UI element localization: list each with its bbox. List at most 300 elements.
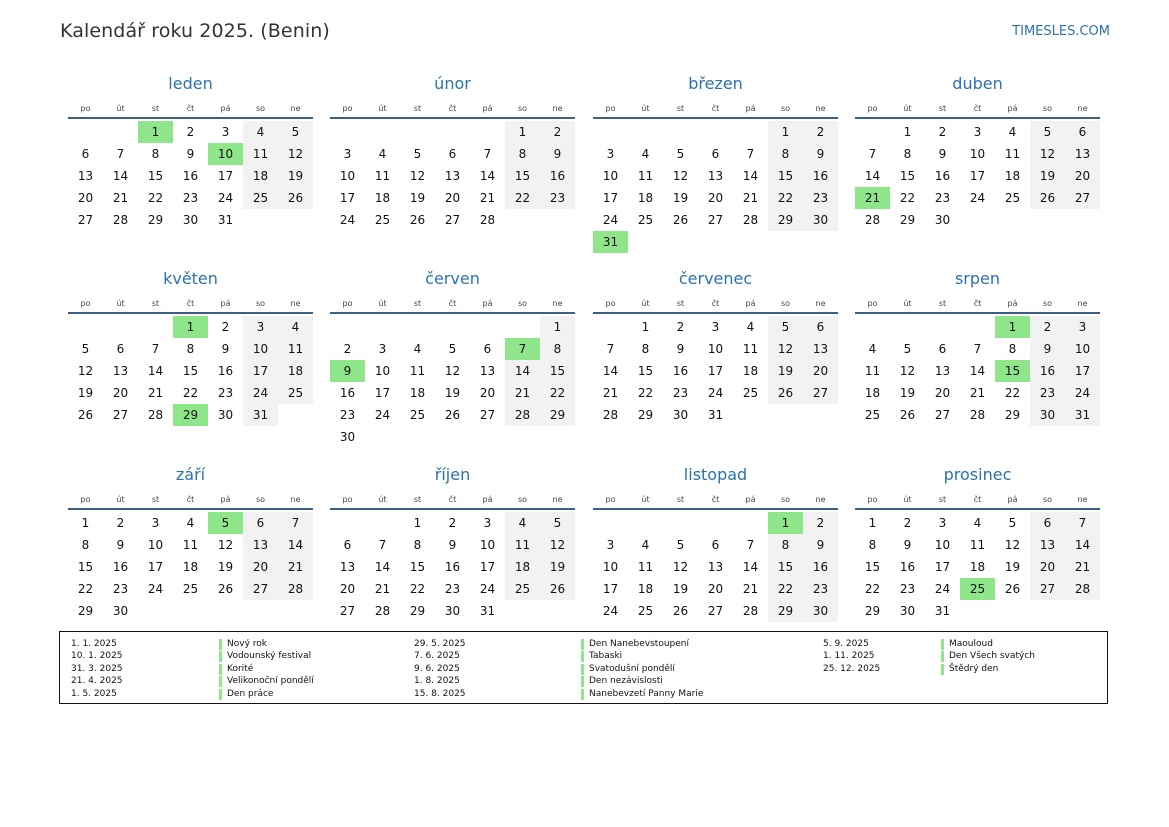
weekday-label: st [676,104,685,113]
day-cell: 3 [606,147,615,161]
day-cell: 26 [899,408,916,422]
weekday-header [330,299,575,311]
day-cell: 19 [899,386,916,400]
day-cell: 6 [711,147,720,161]
legend-marker [941,664,944,675]
day-cell: 12 [278,143,313,165]
day-cell: 28 [112,213,129,227]
day-cell: 3 [606,538,615,552]
day-cell: 4 [505,512,540,534]
day-cell: 18 [505,556,540,578]
month-únor [330,74,575,254]
day-cell: 19 [1004,560,1021,574]
day-cell: 23 [444,582,461,596]
legend-date: 7. 6. 2025 [414,651,460,662]
day-cell: 17 [1065,360,1100,382]
day-cell: 19 [278,165,313,187]
day-cell: 30 [803,600,838,622]
weekday-header [330,104,575,116]
day-cell: 22 [1004,386,1021,400]
weekday-label: po [342,299,353,308]
day-cell: 29 [1004,408,1021,422]
day-cell: 24 [339,213,356,227]
day-cell: 23 [803,578,838,600]
day-cell: 28 [742,213,759,227]
day-cell: 19 [444,386,461,400]
day-cell: 22 [409,582,426,596]
weekday-header [855,104,1100,116]
weekday-label: pá [1007,104,1018,113]
day-cell: 22 [505,187,540,209]
day-cell: 16 [217,364,234,378]
day-cell: 20 [339,582,356,596]
day-cell: 14 [742,169,759,183]
day-cell: 11 [1004,147,1021,161]
day-cell: 22 [77,582,94,596]
day-cell: 5 [676,538,685,552]
weekday-label: po [80,299,91,308]
holiday-cell: 21 [855,187,890,209]
weekday-label: so [780,299,791,308]
day-cell: 3 [973,125,982,139]
day-cell: 24 [479,582,496,596]
day-cell: 15 [182,364,199,378]
brand-link[interactable]: TIMESLES.COM [1012,24,1110,39]
legend-date: 10. 1. 2025 [71,651,123,662]
day-cell: 6 [343,538,352,552]
day-cell: 5 [278,121,313,143]
day-cell: 23 [540,187,575,209]
day-cell: 23 [803,187,838,209]
day-cell: 31 [217,213,234,227]
day-cell: 12 [409,169,426,183]
day-cell: 10 [707,342,724,356]
day-cell: 9 [221,342,230,356]
day-cell: 28 [505,404,540,426]
month-srpen [855,269,1100,449]
day-cell: 8 [413,538,422,552]
day-cell: 27 [707,213,724,227]
month-name: únor [434,74,471,93]
weekday-label: pá [745,299,756,308]
day-cell: 14 [147,364,164,378]
day-cell: 16 [672,364,689,378]
day-cell: 15 [637,364,654,378]
weekday-label: čt [186,104,195,113]
day-cell: 6 [116,342,125,356]
day-cell: 20 [1030,556,1065,578]
day-cell: 15 [147,169,164,183]
weekday-label: st [938,299,947,308]
weekday-label: so [1042,104,1053,113]
weekday-label: so [780,104,791,113]
day-cell: 20 [243,556,278,578]
day-cell: 13 [707,560,724,574]
day-cell: 21 [602,386,619,400]
weekday-label: po [605,104,616,113]
day-cell: 20 [934,386,951,400]
day-cell: 23 [339,408,356,422]
weekday-label: pá [482,495,493,504]
day-cell: 21 [374,582,391,596]
legend-date: 1. 8. 2025 [414,676,460,687]
legend-holiday-name: Vodounský festival [227,651,312,662]
day-cell: 1 [540,316,575,338]
weekday-label: st [151,299,160,308]
day-cell: 21 [147,386,164,400]
day-cell: 3 [483,516,492,530]
header-rule [68,117,313,119]
weekday-label: so [517,104,528,113]
day-cell: 30 [1030,404,1065,426]
day-cell: 20 [479,386,496,400]
day-cell: 17 [602,191,619,205]
day-cell: 30 [803,209,838,231]
day-cell: 8 [768,143,803,165]
legend-date: 5. 9. 2025 [823,639,869,649]
day-cell: 12 [672,169,689,183]
day-cell: 10 [934,538,951,552]
legend-date: 1. 11. 2025 [823,651,875,662]
weekday-label: so [517,299,528,308]
month-name: říjen [434,465,471,484]
day-cell: 9 [116,538,125,552]
day-cell: 26 [77,408,94,422]
day-cell: 6 [803,316,838,338]
day-cell: 5 [1008,516,1017,530]
header-rule [593,508,838,510]
day-cell: 19 [672,191,689,205]
day-cell: 11 [637,169,654,183]
weekday-label: so [1042,495,1053,504]
weekday-label: po [80,495,91,504]
holiday-cell: 1 [173,316,208,338]
day-cell: 24 [707,386,724,400]
legend-marker [581,639,584,650]
weekday-label: čt [973,299,982,308]
weekday-label: so [1042,299,1053,308]
day-cell: 11 [278,338,313,360]
day-cell: 20 [112,386,129,400]
day-cell: 2 [1030,316,1065,338]
day-cell: 24 [217,191,234,205]
day-cell: 15 [768,556,803,578]
legend-marker [941,639,944,650]
day-cell: 21 [112,191,129,205]
weekday-header [855,495,1100,507]
day-cell: 21 [479,191,496,205]
weekday-label: út [903,104,912,113]
day-cell: 3 [378,342,387,356]
day-cell: 16 [803,556,838,578]
weekday-label: st [413,299,422,308]
day-cell: 12 [1004,538,1021,552]
day-cell: 26 [672,213,689,227]
day-cell: 16 [934,169,951,183]
day-cell: 14 [864,169,881,183]
day-cell: 24 [374,408,391,422]
legend-holiday-name: Korité [227,663,254,674]
legend-marker [581,651,584,662]
day-cell: 14 [1065,534,1100,556]
day-cell: 15 [505,165,540,187]
day-cell: 16 [112,560,129,574]
legend-marker [219,664,222,675]
day-cell: 21 [1065,556,1100,578]
legend-holiday-name: Den nezávislosti [589,676,663,687]
day-cell: 9 [938,147,947,161]
day-cell: 5 [448,342,457,356]
day-cell: 18 [1004,169,1021,183]
day-cell: 9 [448,538,457,552]
day-cell: 6 [711,538,720,552]
day-cell: 26 [768,382,803,404]
day-cell: 28 [864,213,881,227]
weekday-label: po [342,495,353,504]
legend-holiday-name: Svatodušní pondělí [589,663,675,674]
day-cell: 27 [707,604,724,618]
legend-date: 31. 3. 2025 [71,663,123,674]
day-cell: 7 [746,147,755,161]
day-cell: 22 [899,191,916,205]
weekday-label: pá [220,495,231,504]
weekday-label: pá [745,104,756,113]
weekday-label: út [378,495,387,504]
day-cell: 28 [1065,578,1100,600]
day-cell: 21 [505,382,540,404]
weekday-label: čt [711,299,720,308]
day-cell: 28 [969,408,986,422]
day-cell: 2 [803,512,838,534]
weekday-label: so [517,495,528,504]
weekday-label: st [938,495,947,504]
day-cell: 26 [409,213,426,227]
day-cell: 28 [602,408,619,422]
day-cell: 27 [243,578,278,600]
day-cell: 10 [243,338,278,360]
day-cell: 9 [186,147,195,161]
day-cell: 7 [868,147,877,161]
day-cell: 1 [868,516,877,530]
holiday-cell: 5 [208,512,243,534]
day-cell: 9 [676,342,685,356]
holiday-cell: 1 [768,512,803,534]
day-cell: 25 [243,187,278,209]
day-cell: 31 [707,408,724,422]
day-cell: 27 [112,408,129,422]
day-cell: 15 [864,560,881,574]
header-rule [855,508,1100,510]
day-cell: 23 [934,191,951,205]
day-cell: 2 [676,320,685,334]
day-cell: 10 [1065,338,1100,360]
day-cell: 5 [903,342,912,356]
day-cell: 10 [602,169,619,183]
day-cell: 14 [374,560,391,574]
day-cell: 11 [243,143,278,165]
day-cell: 6 [1065,121,1100,143]
day-cell: 5 [413,147,422,161]
day-cell: 26 [672,604,689,618]
month-listopad [593,465,838,645]
day-cell: 16 [1030,360,1065,382]
day-cell: 28 [742,604,759,618]
day-cell: 23 [672,386,689,400]
weekday-label: út [378,104,387,113]
holiday-cell: 15 [995,360,1030,382]
day-cell: 18 [742,364,759,378]
day-cell: 4 [1008,125,1017,139]
legend-holiday-name: Štědrý den [949,663,999,674]
day-cell: 7 [278,512,313,534]
holiday-cell: 1 [138,121,173,143]
day-cell: 4 [868,342,877,356]
day-cell: 30 [934,213,951,227]
day-cell: 11 [505,534,540,556]
day-cell: 17 [217,169,234,183]
weekday-label: út [641,299,650,308]
day-cell: 2 [186,125,195,139]
day-cell: 18 [637,582,654,596]
day-cell: 16 [444,560,461,574]
legend-marker [219,651,222,662]
day-cell: 9 [803,534,838,556]
day-cell: 17 [479,560,496,574]
header-rule [855,312,1100,314]
holiday-cell: 7 [505,338,540,360]
day-cell: 6 [81,147,90,161]
month-name: leden [168,74,213,93]
day-cell: 15 [409,560,426,574]
holiday-cell: 1 [995,316,1030,338]
month-name: prosinec [943,465,1012,484]
day-cell: 2 [540,121,575,143]
day-cell: 21 [278,556,313,578]
day-cell: 8 [540,338,575,360]
day-cell: 2 [803,121,838,143]
day-cell: 1 [505,121,540,143]
day-cell: 3 [711,320,720,334]
day-cell: 17 [602,582,619,596]
day-cell: 23 [182,191,199,205]
weekday-label: po [605,495,616,504]
holiday-cell: 29 [173,404,208,426]
day-cell: 12 [217,538,234,552]
day-cell: 7 [746,538,755,552]
day-cell: 16 [339,386,356,400]
day-cell: 8 [81,538,90,552]
day-cell: 4 [641,538,650,552]
day-cell: 23 [112,582,129,596]
month-duben [855,74,1100,254]
weekday-label: čt [711,495,720,504]
day-cell: 24 [1065,382,1100,404]
day-cell: 25 [637,604,654,618]
day-cell: 22 [540,382,575,404]
day-cell: 13 [803,338,838,360]
day-cell: 27 [934,408,951,422]
day-cell: 19 [77,386,94,400]
weekday-label: po [605,299,616,308]
day-cell: 10 [479,538,496,552]
day-cell: 22 [864,582,881,596]
day-cell: 8 [768,534,803,556]
day-cell: 10 [969,147,986,161]
day-cell: 24 [147,582,164,596]
day-cell: 2 [221,320,230,334]
day-cell: 4 [278,316,313,338]
legend-date: 15. 8. 2025 [414,688,466,699]
day-cell: 3 [1065,316,1100,338]
legend-holiday-name: Velikonoční pondělí [227,676,314,687]
month-name: červenec [678,269,753,288]
day-cell: 19 [409,191,426,205]
day-cell: 30 [672,408,689,422]
day-cell: 27 [339,604,356,618]
day-cell: 6 [448,147,457,161]
day-cell: 11 [637,560,654,574]
header-rule [330,312,575,314]
day-cell: 4 [186,516,195,530]
weekday-label: pá [482,104,493,113]
day-cell: 16 [182,169,199,183]
day-cell: 20 [707,582,724,596]
day-cell: 30 [899,604,916,618]
day-cell: 14 [112,169,129,183]
weekday-header [330,495,575,507]
day-cell: 3 [151,516,160,530]
weekday-header [68,104,313,116]
header-rule [68,508,313,510]
day-cell: 19 [1030,165,1065,187]
weekday-label: po [867,495,878,504]
day-cell: 29 [864,604,881,618]
day-cell: 14 [969,364,986,378]
day-cell: 20 [77,191,94,205]
day-cell: 16 [803,165,838,187]
header-rule [330,508,575,510]
day-cell: 8 [641,342,650,356]
day-cell: 30 [112,604,129,618]
weekday-header [593,104,838,116]
day-cell: 21 [742,191,759,205]
day-cell: 1 [768,121,803,143]
day-cell: 31 [243,404,278,426]
day-cell: 7 [378,538,387,552]
legend-date: 1. 1. 2025 [71,639,117,649]
day-cell: 7 [483,147,492,161]
day-cell: 24 [969,191,986,205]
day-cell: 14 [278,534,313,556]
day-cell: 6 [243,512,278,534]
legend-marker [581,664,584,675]
day-cell: 12 [899,364,916,378]
day-cell: 28 [374,604,391,618]
weekday-label: so [255,104,266,113]
day-cell: 1 [413,516,422,530]
weekday-label: ne [552,299,563,308]
day-cell: 22 [768,187,803,209]
day-cell: 26 [540,578,575,600]
day-cell: 29 [147,213,164,227]
weekday-label: čt [186,495,195,504]
day-cell: 9 [803,143,838,165]
day-cell: 30 [339,430,356,444]
weekday-label: st [676,299,685,308]
day-cell: 25 [409,408,426,422]
legend-date: 29. 5. 2025 [414,639,466,649]
day-cell: 7 [973,342,982,356]
